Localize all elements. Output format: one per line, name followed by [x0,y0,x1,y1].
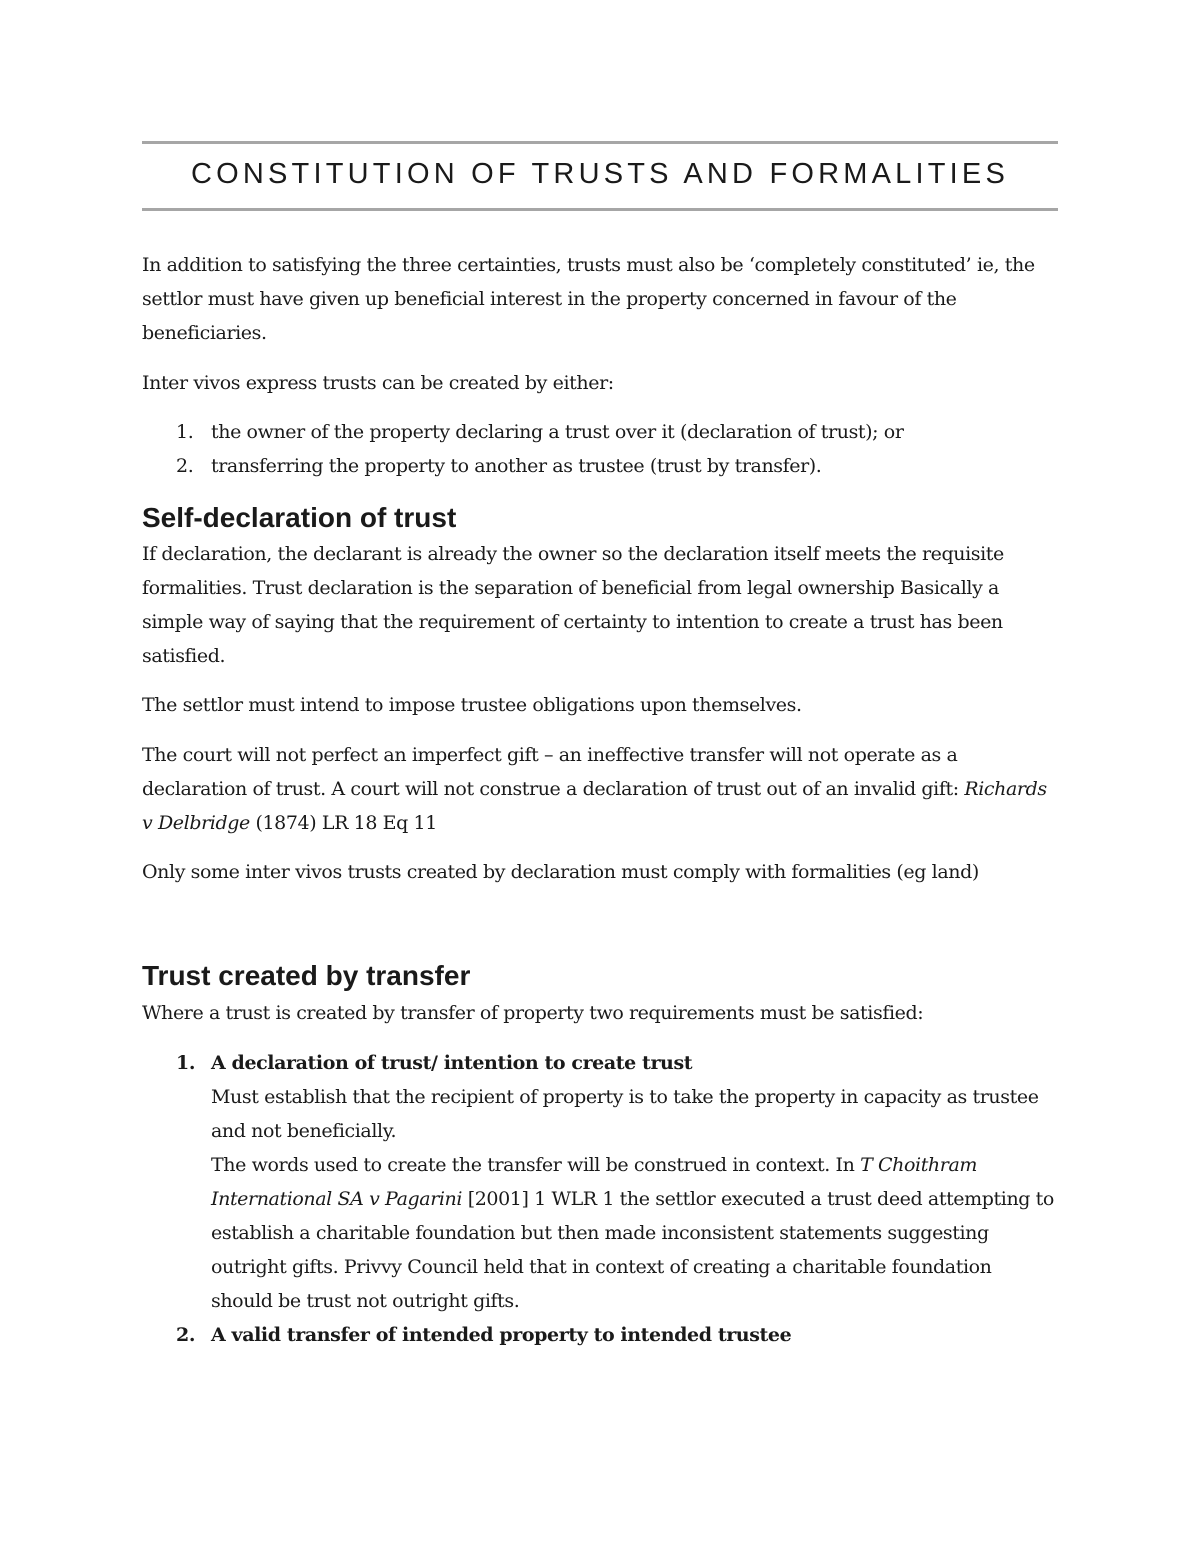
case-citation: (1874) LR 18 Eq 11 [249,812,437,834]
list-item [142,1318,1058,1352]
list-item-example [211,1148,1058,1318]
title-top-rule [142,141,1058,144]
self-declaration-para-2-wrap [142,688,1058,722]
intro-lead [142,366,1058,400]
example-text: The words used to create the transfer will be construed in context. In [211,1154,861,1176]
list-item [142,449,1058,483]
list-item-text: the owner of the property declaring a trust over it (declaration of trust); or [211,421,904,443]
transfer-section [142,996,1058,1030]
paragraph-text: The court will not perfect an imperfect gift – an ineffective transfer will not operate as a declaration of trust. A court will not construe a declaration of trust out of an invalid gift: [142,744,965,800]
list-item [142,415,1058,449]
self-declaration-section [142,537,1058,673]
list-item-explanation: Must establish that the recipient of property is to take the property in capacity as trustee and not beneficially. [211,1086,1039,1142]
self-declaration-para-4-wrap [142,855,1058,889]
self-declaration-paragraph-2: The settlor must intend to impose trustee obligations upon themselves. [142,694,802,716]
section-heading-transfer: Trust created by transfer [142,960,471,991]
list-item-number: 1. [176,421,194,443]
intro-section [142,248,1058,350]
transfer-requirements-list [142,1046,1058,1352]
intro-list-wrap [142,415,1058,483]
self-declaration-para-3-wrap [142,738,1058,840]
intro-paragraph: In addition to satisfying the three certainties, trusts must also be ‘completely constituted’ ie, the settlor must have given up beneficial interest in the property concerned in favour of the beneficiaries. [142,254,1035,344]
section-heading-self-declaration: Self-declaration of trust [142,502,457,533]
list-item-number: 2. [176,1324,196,1346]
case-name: Richards v Delbridge [142,778,1047,834]
intro-list [142,415,1058,483]
list-item-title: A valid transfer of intended property to intended trustee [211,1324,792,1346]
intro-lead-paragraph: Inter vivos express trusts can be created by either: [142,372,614,394]
page-title: CONSTITUTION OF TRUSTS AND FORMALITIES [190,158,1010,190]
list-item-number: 2. [176,455,194,477]
self-declaration-paragraph-3 [142,738,1058,840]
list-item [142,1046,1058,1318]
transfer-paragraph: Where a trust is created by transfer of property two requirements must be satisfied: [142,1002,924,1024]
self-declaration-paragraph-4: Only some inter vivos trusts created by declaration must comply with formalities (eg land) [142,861,979,883]
title-bottom-rule [142,208,1058,211]
transfer-list-wrap [142,1046,1058,1352]
list-item-text: transferring the property to another as trustee (trust by transfer). [211,455,822,477]
example-text: [2001] 1 WLR 1 the settlor executed a trust deed attempting to establish a charitable foundation but then made inconsistent statements suggesting outright gifts. Privvy Council held that in context of creating a charitable foundation should be trust not outright gifts. [211,1188,1054,1312]
list-item-title: A declaration of trust/ intention to create trust [211,1052,693,1074]
list-item-number: 1. [176,1052,196,1074]
case-name: T Choithram International SA v Pagarini [211,1154,977,1210]
self-declaration-paragraph-1: If declaration, the declarant is already the owner so the declaration itself meets the requisite formalities. Trust declaration is the separation of beneficial from legal ownership Basically a simple way of saying that the requirement of certainty to intention to create a trust has been satisfied. [142,543,1004,667]
